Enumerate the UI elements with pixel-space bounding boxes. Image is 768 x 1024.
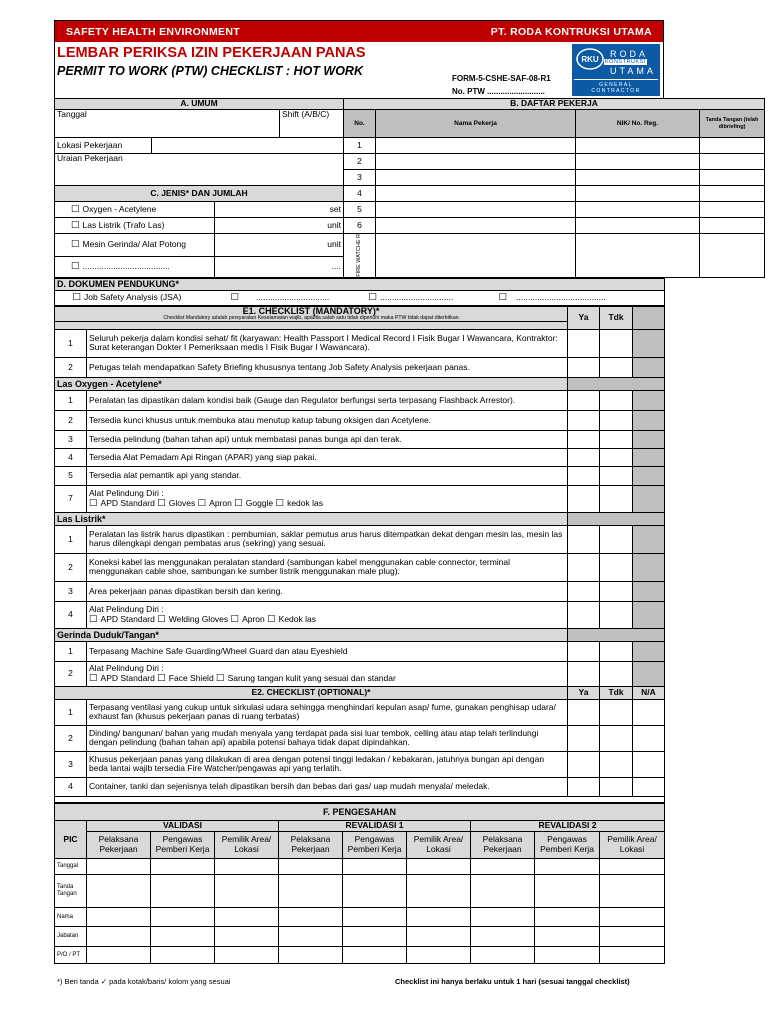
checkbox-icon[interactable]: ☐ <box>89 613 98 625</box>
worker-nik-cell[interactable] <box>576 170 700 186</box>
section-d-title: D. DOKUMEN PENDUKUNG* <box>55 278 665 290</box>
role-header: Pengawas Pemberi Kerja <box>151 831 215 858</box>
approval-cell[interactable] <box>471 907 535 926</box>
worker-row-no: 3 <box>344 170 376 186</box>
checkbox-icon[interactable]: ☐ <box>234 497 243 509</box>
approval-cell[interactable] <box>151 858 215 874</box>
shift-label: Shift (A/B/C) <box>282 109 330 119</box>
role-header: Pengawas Pemberi Kerja <box>343 831 407 858</box>
logo-text-2: KONSTRUKSI <box>605 59 646 65</box>
e2-tdk-header: Tdk <box>600 686 633 699</box>
approval-cell[interactable] <box>151 946 215 963</box>
worker-row-no: 2 <box>344 154 376 170</box>
equipment-item[interactable] <box>55 202 215 218</box>
approval-cell[interactable] <box>87 907 151 926</box>
section-c-title: C. JENIS* DAN JUMLAH <box>55 186 344 202</box>
check-tdk[interactable] <box>600 601 633 628</box>
check-no: 2 <box>55 661 87 686</box>
worker-nik-cell[interactable] <box>576 138 700 154</box>
revalidasi2-header: REVALIDASI 2 <box>471 820 665 831</box>
e1-tdk-header: Tdk <box>600 306 633 329</box>
check-tdk[interactable] <box>600 581 633 601</box>
check-no: 3 <box>55 581 87 601</box>
lokasi-field[interactable] <box>152 138 344 154</box>
revalidasi1-header: REVALIDASI 1 <box>279 820 471 831</box>
equipment-unit[interactable]: unit <box>215 218 344 234</box>
checkbox-icon[interactable]: ☐ <box>157 497 166 509</box>
checkbox-icon[interactable]: ☐ <box>71 238 80 250</box>
check-tdk[interactable] <box>600 430 633 448</box>
approval-cell[interactable] <box>535 907 600 926</box>
check-no: 2 <box>55 357 87 377</box>
worker-row-no: 6 <box>344 218 376 234</box>
form-number: FORM-5-CSHE-SAF-08-R1 <box>452 74 551 83</box>
approval-cell[interactable] <box>87 946 151 963</box>
check-no: 1 <box>55 641 87 661</box>
worker-nik-cell[interactable] <box>576 218 700 234</box>
check-tdk[interactable] <box>600 699 633 725</box>
footer-note-left: *) Beri tanda ✓ pada kotak/baris/ kolom yang sesuai <box>57 977 231 986</box>
approval-cell[interactable] <box>471 858 535 874</box>
fire-watcher-sign[interactable] <box>700 234 765 278</box>
check-ya[interactable] <box>568 601 600 628</box>
check-text: Tersedia Alat Pemadam Api Ringan (APAR) yang siap pakai. <box>87 448 568 466</box>
apd-option: Apron <box>209 497 232 508</box>
approval-cell[interactable] <box>343 926 407 946</box>
jsa-option[interactable] <box>71 290 229 305</box>
document-option[interactable] <box>229 290 367 305</box>
equipment-label: Las Listrik (Trafo Las) <box>82 219 165 230</box>
check-tdk[interactable] <box>600 525 633 553</box>
check-tdk[interactable] <box>600 553 633 581</box>
checkbox-icon[interactable]: ☐ <box>267 613 276 625</box>
e2-title: E2. CHECKLIST (OPTIONAL)* <box>55 686 568 699</box>
worker-sign-cell[interactable] <box>700 170 765 186</box>
check-ya[interactable] <box>568 725 600 751</box>
check-ya[interactable] <box>568 430 600 448</box>
check-na[interactable] <box>633 725 665 751</box>
worker-name-cell[interactable] <box>376 154 576 170</box>
apd-option: Face Shield <box>168 672 214 683</box>
approval-cell[interactable] <box>600 874 665 907</box>
worker-sign-cell[interactable] <box>700 218 765 234</box>
check-text: Container, tanki dan sejenisnya telah dipastikan bersih dan bebas dari gas/ uap mudah menyala/ meledak. <box>87 777 568 796</box>
apd-option: Gloves <box>168 497 196 508</box>
approval-table <box>54 803 665 964</box>
check-no: 1 <box>55 329 87 357</box>
role-header: Pelaksana Pekerjaan <box>87 831 151 858</box>
apd-option: kedok las <box>287 497 323 508</box>
checkbox-icon[interactable]: ☐ <box>71 260 80 272</box>
checkbox-icon[interactable]: ☐ <box>498 291 508 303</box>
approval-row-label: Jabatan <box>55 926 87 946</box>
worker-name-cell[interactable] <box>376 202 576 218</box>
worker-nik-cell[interactable] <box>576 154 700 170</box>
check-text <box>87 661 568 686</box>
approval-cell[interactable] <box>279 907 343 926</box>
checkbox-icon[interactable]: ☐ <box>230 291 240 303</box>
top-banner <box>54 20 664 42</box>
check-tdk[interactable] <box>600 725 633 751</box>
approval-cell[interactable] <box>407 874 471 907</box>
approval-cell[interactable] <box>279 874 343 907</box>
approval-cell[interactable] <box>151 907 215 926</box>
approval-cell[interactable] <box>535 874 600 907</box>
check-text: Tersedia alat pemantik api yang standar. <box>87 466 568 485</box>
equipment-unit[interactable]: set <box>215 202 344 218</box>
approval-cell[interactable] <box>215 858 279 874</box>
approval-cell[interactable] <box>535 926 600 946</box>
worker-sign-cell[interactable] <box>700 202 765 218</box>
role-header: Pengawas Pemberi Kerja <box>535 831 600 858</box>
role-header: Pemilik Area/ Lokasi <box>600 831 665 858</box>
approval-cell[interactable] <box>600 907 665 926</box>
check-text: Tersedia pelindung (bahan tahan api) untuk membatasi panas bunga api dan terak. <box>87 430 568 448</box>
approval-cell[interactable] <box>279 926 343 946</box>
apd-label: Alat Pelindung Diri : <box>89 663 164 674</box>
section-b-title: B. DAFTAR PEKERJA <box>344 99 765 110</box>
general-and-workers-table <box>54 98 765 278</box>
approval-cell[interactable] <box>407 946 471 963</box>
check-no: 1 <box>55 525 87 553</box>
approval-cell[interactable] <box>407 926 471 946</box>
checkbox-icon[interactable]: ☐ <box>197 497 207 509</box>
check-text: Area pekerjaan panas dipastikan bersih dan kering. <box>87 581 568 601</box>
check-tdk[interactable] <box>600 777 633 796</box>
check-tdk[interactable] <box>600 390 633 410</box>
worker-sign-cell[interactable] <box>700 186 765 202</box>
approval-cell[interactable] <box>343 874 407 907</box>
approval-cell[interactable] <box>535 858 600 874</box>
role-header: Pelaksana Pekerjaan <box>471 831 535 858</box>
approval-cell[interactable] <box>215 946 279 963</box>
apd-option: APD Standard <box>100 497 155 508</box>
e1-subtitle: Checklist Mandatory adalah persyaratan Keselamatan wajib, apabila salah satu tidak dipenuhi maka PTW tidak dapat diterbitkan <box>163 314 459 321</box>
check-text: Petugas telah mendapatkan Safety Briefing khususnya tentang Job Safety Analysis pekerjaan panas. <box>87 357 568 377</box>
department-label: SAFETY HEALTH ENVIRONMENT <box>66 25 240 38</box>
role-header: Pemilik Area/ Lokasi <box>407 831 471 858</box>
approval-cell[interactable] <box>407 907 471 926</box>
logo-tagline: GENERAL CONTRACTOR <box>574 79 658 94</box>
check-ya[interactable] <box>568 751 600 777</box>
role-header: Pemilik Area/ Lokasi <box>215 831 279 858</box>
documents-table <box>54 278 665 306</box>
fire-watcher-name[interactable] <box>376 234 576 278</box>
check-no: 1 <box>55 699 87 725</box>
approval-cell[interactable] <box>600 926 665 946</box>
check-text: Tersedia kunci khusus untuk membuka atau menutup katup tabung oksigen dan Acetylene. <box>87 410 568 430</box>
pic-header: PIC <box>55 820 87 858</box>
check-tdk[interactable] <box>600 329 633 357</box>
ptw-number: No. PTW .......................... <box>452 87 545 96</box>
approval-cell[interactable] <box>279 946 343 963</box>
check-tdk[interactable] <box>600 661 633 686</box>
approval-row-label: Tanggal <box>55 858 87 874</box>
check-tdk[interactable] <box>600 641 633 661</box>
approval-cell[interactable] <box>151 926 215 946</box>
checkbox-icon[interactable]: ☐ <box>89 497 98 509</box>
check-na[interactable] <box>633 777 665 796</box>
checkbox-icon[interactable]: ☐ <box>72 291 82 303</box>
apd-option: Welding Gloves <box>168 613 229 624</box>
logo-text-1: RODA <box>610 49 649 59</box>
approval-cell[interactable] <box>343 907 407 926</box>
approval-cell[interactable] <box>87 874 151 907</box>
document-blank: ............................... <box>380 291 454 302</box>
worker-name-header: Nama Pekerja <box>376 110 576 138</box>
apd-options <box>89 499 565 509</box>
checkbox-icon[interactable]: ☐ <box>157 672 166 684</box>
check-ya[interactable] <box>568 448 600 466</box>
worker-name-cell[interactable] <box>376 186 576 202</box>
check-no: 2 <box>55 553 87 581</box>
approval-row-label: P/O / PT <box>55 946 87 963</box>
approval-cell[interactable] <box>471 874 535 907</box>
approval-cell[interactable] <box>87 926 151 946</box>
approval-cell[interactable] <box>471 946 535 963</box>
approval-cell[interactable] <box>407 858 471 874</box>
hot-work-permit-form <box>54 20 759 986</box>
approval-row-label: Tanda Tangan <box>55 874 87 907</box>
check-tdk[interactable] <box>600 410 633 430</box>
checkbox-icon[interactable]: ☐ <box>230 613 240 625</box>
worker-name-cell[interactable] <box>376 170 576 186</box>
lokasi-label: Lokasi Pekerjaan <box>55 138 152 154</box>
check-no: 4 <box>55 777 87 796</box>
approval-cell[interactable] <box>215 874 279 907</box>
worker-row-no: 1 <box>344 138 376 154</box>
check-ya[interactable] <box>568 410 600 430</box>
worker-nik-cell[interactable] <box>576 202 700 218</box>
check-ya[interactable] <box>568 329 600 357</box>
check-ya[interactable] <box>568 466 600 485</box>
approval-row-label: Nama <box>55 907 87 926</box>
apd-option: Kedok las <box>278 613 316 624</box>
equipment-label: ..................................... <box>82 260 170 271</box>
validasi-header: VALIDASI <box>87 820 279 831</box>
check-ya[interactable] <box>568 641 600 661</box>
check-ya[interactable] <box>568 553 600 581</box>
check-no: 4 <box>55 448 87 466</box>
check-no: 7 <box>55 485 87 512</box>
checkbox-icon[interactable]: ☐ <box>368 291 378 303</box>
equipment-item[interactable] <box>55 234 215 257</box>
worker-nik-header: NIK/ No. Reg. <box>576 110 700 138</box>
apd-option: APD Standard <box>100 672 155 683</box>
worker-row-no: 4 <box>344 186 376 202</box>
document-blank: ...................................... <box>516 291 606 302</box>
equipment-label: Mesin Gerinda/ Alat Potong <box>82 238 187 249</box>
check-ya[interactable] <box>568 699 600 725</box>
check-tdk[interactable] <box>600 751 633 777</box>
checklist-table <box>54 306 665 803</box>
tanggal-field[interactable] <box>55 110 280 138</box>
checkbox-icon[interactable]: ☐ <box>216 672 225 684</box>
equipment-unit[interactable]: .... <box>215 256 344 277</box>
equipment-item[interactable] <box>55 218 215 234</box>
footer-note-right: Checklist ini hanya berlaku untuk 1 hari (sesuai tanggal checklist) <box>395 977 630 986</box>
approval-cell[interactable] <box>343 858 407 874</box>
check-text: Peralatan las listrik harus dipastikan : pembumian, saklar pemutus arus harus ditempatkan dekat dengan mesin las, mesin las harus dilengkapi dengan pembatas arus (sekring) yang sesuai. <box>87 525 568 553</box>
apd-label: Alat Pelindung Diri : <box>89 488 164 499</box>
check-text: Khusus pekerjaan panas yang dilakukan di area dengan potensi tinggi ledakan / kebakaran, jatuhnya bungan api dengan beda lantai wajib tersedia Fire Watcher/pengawas api yang terlatih. <box>87 751 568 777</box>
check-ya[interactable] <box>568 661 600 686</box>
section-a-title: A. UMUM <box>55 99 344 110</box>
approval-cell[interactable] <box>215 926 279 946</box>
check-ya[interactable] <box>568 525 600 553</box>
checkbox-icon[interactable]: ☐ <box>89 672 98 684</box>
check-tdk[interactable] <box>600 485 633 512</box>
check-text <box>87 485 568 512</box>
check-text: Terpasang Machine Safe Guarding/Wheel Guard dan atau Eyeshield <box>87 641 568 661</box>
uraian-field[interactable] <box>55 154 344 186</box>
check-text: Terpasang ventilasi yang cukup untuk sirkulasi udara sehingga menghindari kepulan asap/ fume, gunakan penghisap udara/ exhaust fan (khusus pekerjaan panas di ruang terbatas) <box>87 699 568 725</box>
logo-mark-text: RKU <box>581 55 599 64</box>
listrik-section-title: Las Listrik* <box>55 512 568 525</box>
worker-sign-cell[interactable] <box>700 138 765 154</box>
check-no: 4 <box>55 601 87 628</box>
check-ya[interactable] <box>568 581 600 601</box>
check-tdk[interactable] <box>600 448 633 466</box>
e1-header <box>55 306 568 321</box>
check-text: Dinding/ bangunan/ bahan yang mudah menyala yang terdapat pada sisi luar tembok, celling atau atap telah terlindungi dengan pelindung (bahan tahan api) apabila potensi bahaya tidak dapat dipindahkan. <box>87 725 568 751</box>
uraian-label: Uraian Pekerjaan <box>57 153 123 163</box>
worker-signature-header: Tanda Tangan (telah dibriefing) <box>700 110 765 138</box>
document-blank: ............................... <box>256 291 330 302</box>
check-ya[interactable] <box>568 777 600 796</box>
check-no: 3 <box>55 751 87 777</box>
checkbox-icon[interactable]: ☐ <box>275 497 285 509</box>
check-tdk[interactable] <box>600 466 633 485</box>
role-header: Pelaksana Pekerjaan <box>279 831 343 858</box>
company-label: PT. RODA KONTRUKSI UTAMA <box>490 25 652 38</box>
check-text <box>87 601 568 628</box>
apd-label: Alat Pelindung Diri : <box>89 604 164 615</box>
check-na[interactable] <box>633 751 665 777</box>
approval-cell[interactable] <box>535 946 600 963</box>
form-subtitle: PERMIT TO WORK (PTW) CHECKLIST : HOT WORK <box>57 64 363 78</box>
worker-sign-cell[interactable] <box>700 154 765 170</box>
check-no: 1 <box>55 390 87 410</box>
checkbox-icon[interactable]: ☐ <box>71 203 80 215</box>
approval-cell[interactable] <box>343 946 407 963</box>
equipment-label: Oxygen - Acetylene <box>82 203 157 214</box>
section-f-title: F. PENGESAHAN <box>55 803 665 820</box>
worker-row-no: 5 <box>344 202 376 218</box>
check-na[interactable] <box>633 699 665 725</box>
oxy-section-title: Las Oxygen - Acetylene* <box>55 377 568 390</box>
worker-name-cell[interactable] <box>376 138 576 154</box>
approval-cell[interactable] <box>600 858 665 874</box>
equipment-item[interactable] <box>55 256 215 277</box>
e1-blank-header <box>633 306 665 329</box>
logo-emblem-icon <box>576 48 604 70</box>
apd-options <box>89 615 565 625</box>
apd-option: Sarung tangan kulit yang sesuai dan standar <box>227 672 396 683</box>
form-header <box>54 42 664 98</box>
approval-cell[interactable] <box>151 874 215 907</box>
e2-na-header: N/A <box>633 686 665 699</box>
company-logo <box>572 44 660 96</box>
check-text: Peralatan las dipastikan dalam kondisi baik (Gauge dan Regulator berfungsi serta terpasang Flashback Arrestor). <box>87 390 568 410</box>
logo-text-3: UTAMA <box>610 66 656 76</box>
fire-watcher-label: FIRE WATCHE R <box>356 234 363 277</box>
check-text: Koneksi kabel las menggunakan peralatan standard (sambungan kabel menggunakan cable connector, terminal menggunakan cable shoe, sambungan ke sumber listrik menggunakan male plug). <box>87 553 568 581</box>
worker-nik-cell[interactable] <box>576 186 700 202</box>
e1-ya-header: Ya <box>568 306 600 329</box>
form-title: LEMBAR PERIKSA IZIN PEKERJAAN PANAS <box>57 45 366 61</box>
checkbox-icon[interactable]: ☐ <box>71 219 80 231</box>
check-no: 2 <box>55 410 87 430</box>
check-no: 2 <box>55 725 87 751</box>
worker-name-cell[interactable] <box>376 218 576 234</box>
apd-options <box>89 674 565 684</box>
document-option[interactable] <box>367 290 497 305</box>
gerinda-section-title: Gerinda Duduk/Tangan* <box>55 628 568 641</box>
check-ya[interactable] <box>568 485 600 512</box>
worker-no-header: No. <box>344 110 376 138</box>
apd-option: Goggle <box>245 497 274 508</box>
document-option[interactable] <box>497 290 665 305</box>
check-tdk[interactable] <box>600 357 633 377</box>
check-text: Seluruh pekerja dalam kondisi sehat/ fit (karyawan: Health Passport I Medical Record I Fisik Bugar I Wawancara, Kontraktor: Surat keterangan Dokter I Pemeriksaan medis I Fisik Bugar I Wawancara). <box>87 329 568 357</box>
e2-ya-header: Ya <box>568 686 600 699</box>
approval-cell[interactable] <box>279 858 343 874</box>
fire-watcher-nik[interactable] <box>576 234 700 278</box>
check-no: 3 <box>55 430 87 448</box>
fire-watcher-cell <box>344 234 376 278</box>
checkbox-icon[interactable]: ☐ <box>157 613 166 625</box>
tanggal-label: Tanggal <box>57 109 87 119</box>
approval-cell[interactable] <box>215 907 279 926</box>
jsa-label: Job Safety Analysis (JSA) <box>84 291 182 302</box>
check-no: 5 <box>55 466 87 485</box>
apd-option: Apron <box>242 613 265 624</box>
e1-title: E1. CHECKLIST (MANDATORY)* <box>242 306 380 316</box>
apd-option: APD Standard <box>100 613 155 624</box>
shift-field[interactable] <box>280 110 344 138</box>
check-ya[interactable] <box>568 357 600 377</box>
approval-cell[interactable] <box>471 926 535 946</box>
approval-cell[interactable] <box>87 858 151 874</box>
equipment-unit[interactable]: unit <box>215 234 344 257</box>
approval-cell[interactable] <box>600 946 665 963</box>
check-ya[interactable] <box>568 390 600 410</box>
